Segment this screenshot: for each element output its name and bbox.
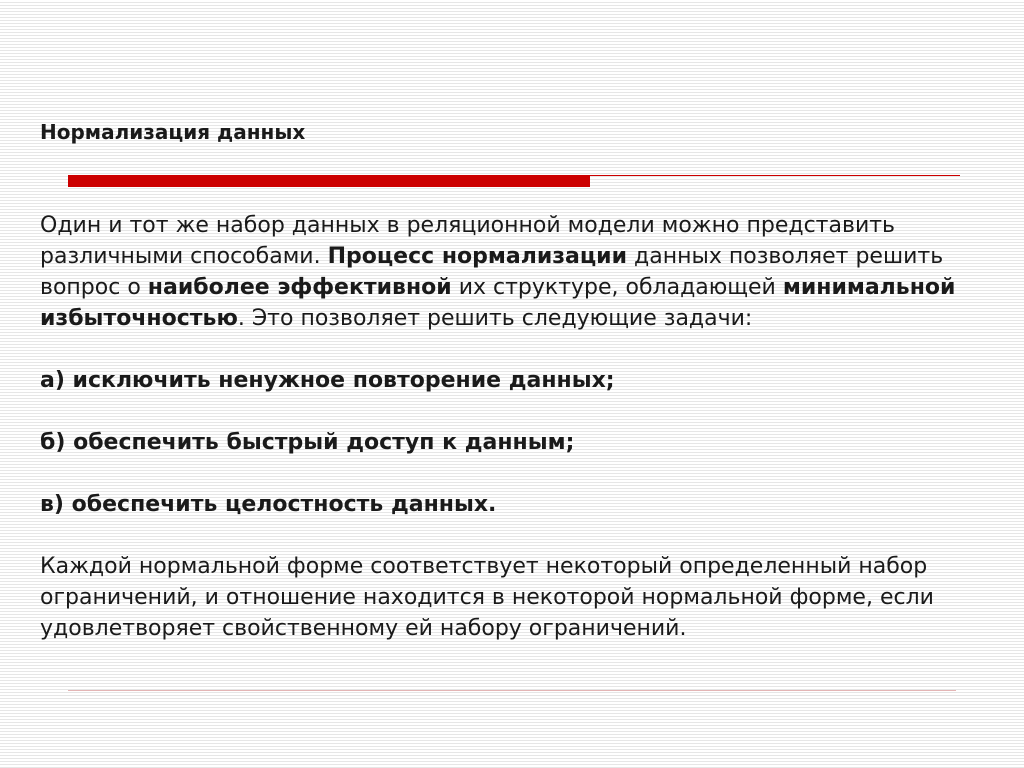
title-underline-bar — [68, 175, 590, 187]
intro-bold-3: минимальной избыточностью — [40, 275, 956, 331]
footer-divider — [68, 690, 956, 691]
intro-text-4: . Это позволяет решить следующие задачи: — [237, 306, 753, 331]
closing-paragraph: Каждой нормальной форме соответствует некоторый определенный набор ограничений, и отношение находится в некоторой нормальной форме, если удовлетворяет свойственному ей набору ограничений. — [40, 554, 934, 641]
intro-paragraph — [40, 210, 990, 334]
title-underline-line — [590, 175, 960, 176]
slide-title: Нормализация данных — [40, 120, 306, 144]
intro-text-1: Один и тот же набор данных в реляционной модели можно представить различными способами. — [40, 213, 896, 269]
intro-text-3: их структуре, обладающей — [451, 275, 783, 300]
slide-body — [40, 210, 990, 644]
intro-bold-2: наиболее эффективной — [147, 275, 452, 300]
intro-text-2: данных позволяет решить вопрос о — [40, 244, 944, 300]
task-item-a: а) исключить ненужное повторение данных; — [40, 368, 615, 393]
task-item-c: в) обеспечить целостность данных. — [40, 492, 497, 517]
task-item-b: б) обеспечить быстрый доступ к данным; — [40, 430, 575, 455]
intro-bold-1: Процесс нормализации — [327, 244, 628, 269]
